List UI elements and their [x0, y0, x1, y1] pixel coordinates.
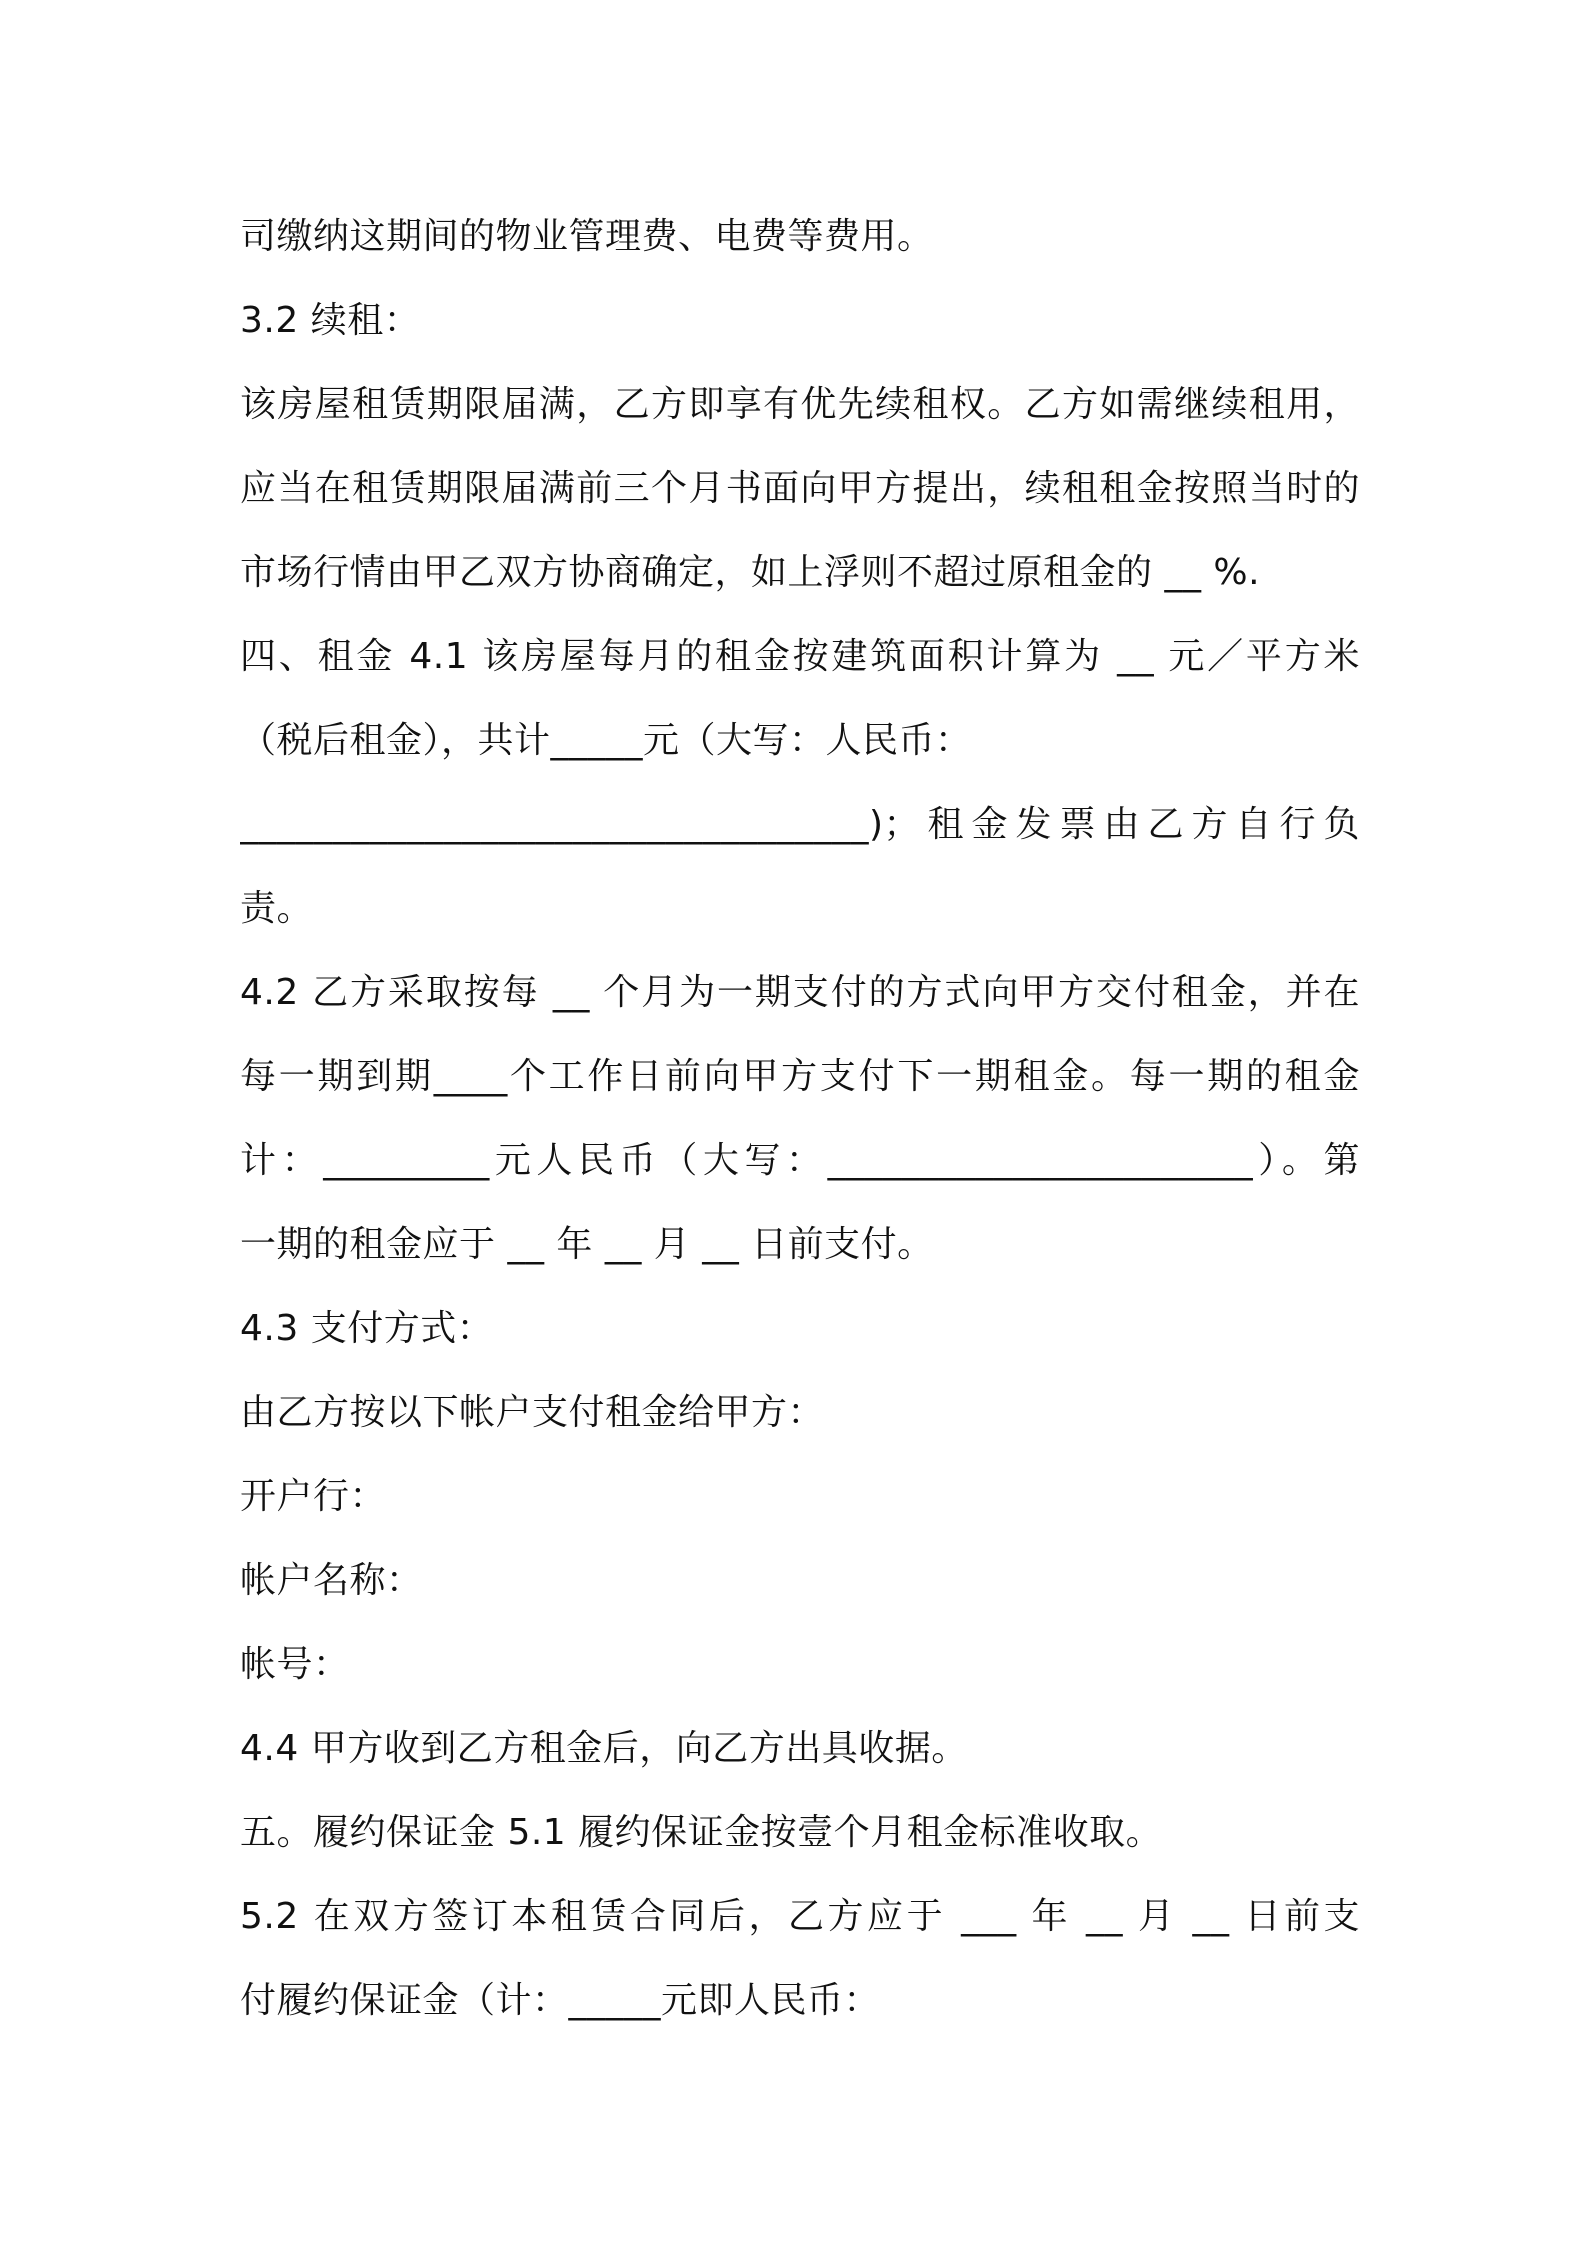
- paragraph-line: 该房屋租赁期限届满，乙方即享有优先续租权。乙方如需继续租用，: [240, 384, 1360, 425]
- paragraph-line: （税后租金），共计_____元（大写：人民币：: [240, 720, 972, 761]
- section-heading-rent: 四、租金 4.1 该房屋每月的租金按建筑面积计算为 __ 元／平方米: [240, 636, 1360, 677]
- paragraph-line: 计：_________元人民币（大写：_______________________）。第: [240, 1140, 1360, 1181]
- paragraph-line: 4.2 乙方采取按每 __ 个月为一期支付的方式向甲方交付租金，并在: [240, 972, 1360, 1013]
- paragraph-line: 市场行情由甲乙双方协商确定，如上浮则不超过原租金的 __ %.: [240, 552, 1261, 593]
- section-heading-deposit: 五。履约保证金 5.1 履约保证金按壹个月租金标准收取。: [240, 1812, 1163, 1853]
- paragraph-line: __________________________________)；租金发票由乙方自行负: [240, 804, 1360, 845]
- paragraph-line: 5.2 在双方签订本租赁合同后，乙方应于 ___ 年 __ 月 __ 日前支: [240, 1896, 1360, 1937]
- account-number-label: 帐号：: [240, 1644, 350, 1685]
- account-name-label: 帐户名称：: [240, 1560, 423, 1601]
- paragraph-line: 4.4 甲方收到乙方租金后，向乙方出具收据。: [240, 1728, 968, 1769]
- paragraph-line: 应当在租赁期限届满前三个月书面向甲方提出，续租租金按照当时的: [240, 468, 1360, 509]
- paragraph-line: 责。: [240, 888, 314, 929]
- paragraph-line: 由乙方按以下帐户支付租金给甲方：: [240, 1392, 825, 1433]
- section-heading-renewal: 3.2 续租：: [240, 300, 421, 341]
- paragraph-line: 每一期到期____个工作日前向甲方支付下一期租金。每一期的租金: [240, 1056, 1360, 1097]
- paragraph-line: 付履约保证金（计：_____元即人民币：: [240, 1980, 881, 2021]
- bank-name-label: 开户行：: [240, 1476, 387, 1517]
- paragraph-line: 一期的租金应于 __ 年 __ 月 __ 日前支付。: [240, 1224, 934, 1265]
- paragraph-line: 司缴纳这期间的物业管理费、电费等费用。: [240, 216, 934, 257]
- section-heading-payment-method: 4.3 支付方式：: [240, 1308, 494, 1349]
- document-body: [240, 195, 1360, 2043]
